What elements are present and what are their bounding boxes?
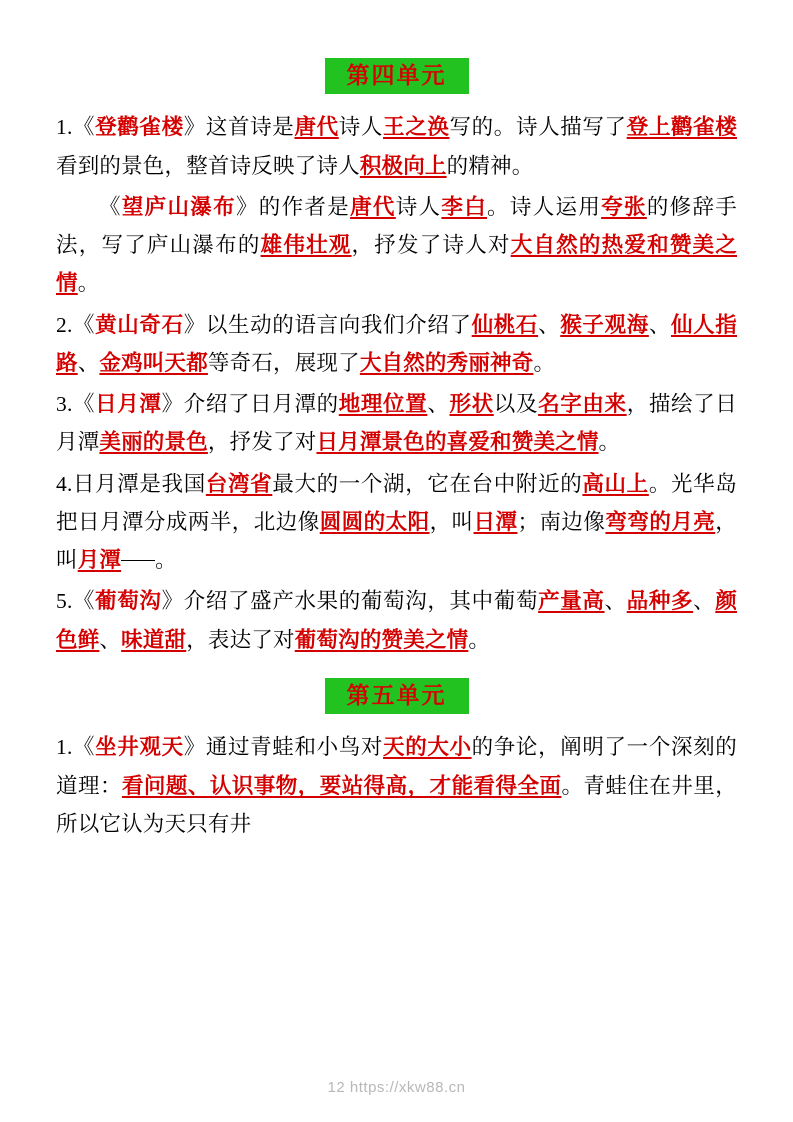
answer-text: 圆圆的太阳	[319, 509, 430, 534]
answer-text: 地理位置	[338, 392, 428, 417]
body-text: 看到的景色，整首诗反映了诗人	[56, 153, 360, 178]
answer-text: 形状	[449, 392, 494, 417]
body-text: 、	[648, 312, 671, 337]
body-text: 、	[427, 392, 450, 417]
body-text: 4.日月潭是我国	[56, 471, 206, 496]
body-text: 。光华岛把日月潭分成两半，北边像	[56, 471, 737, 534]
body-text: 5.《	[56, 589, 96, 614]
body-text: 、	[77, 350, 100, 375]
body-text: ，叫	[56, 509, 737, 573]
highlight-text: 黄山奇石	[95, 312, 184, 337]
body-text: 的争论，阐明了一个深刻的道理：	[56, 735, 737, 798]
answer-text: 天的大小	[383, 735, 472, 760]
body-text: 。	[533, 350, 556, 375]
body-text: 等奇石，展现了	[207, 350, 360, 375]
answer-text: 登上鹳雀楼	[626, 115, 737, 140]
unit-title-4: 第四单元	[325, 58, 469, 94]
answer-text: 大自然的热爱和赞美之情	[56, 233, 737, 296]
answer-text: 日潭	[473, 509, 518, 534]
answer-text: 唐代	[294, 115, 339, 140]
body-text: 》以生动的语言向我们介绍了	[183, 312, 472, 337]
body-text: 写的。诗人描写了	[449, 115, 627, 140]
body-text: 。	[598, 430, 621, 455]
body-text: 》的作者是	[235, 194, 351, 219]
paragraph-5-1	[56, 728, 737, 843]
body-text: 的精神。	[446, 153, 534, 178]
body-text: 3.《	[56, 392, 96, 417]
body-text: 、	[99, 627, 122, 652]
body-text: ，抒发了诗人对	[351, 233, 511, 258]
body-text: 诗人	[395, 194, 442, 219]
body-text: ，表达了对	[186, 627, 295, 652]
answer-text: 产量高	[538, 589, 605, 614]
answer-text: 李白	[441, 194, 488, 219]
answer-text: 日月潭景色的喜爱和赞美之情	[316, 430, 599, 455]
paragraph-4-1	[56, 108, 737, 185]
paragraph-4-5	[56, 465, 737, 580]
highlight-text: 登鹳雀楼	[95, 115, 184, 140]
paragraph-4-2	[56, 188, 737, 303]
body-text: 》介绍了日月潭的	[161, 392, 339, 417]
body-text: ，抒发了对	[207, 430, 317, 455]
body-text: 1.《	[56, 115, 96, 140]
body-text: 1.《	[56, 735, 96, 760]
body-text: 的修辞手法，写了庐山瀑布的	[56, 194, 737, 258]
answer-text: 弯弯的月亮	[605, 509, 716, 534]
answer-text: 高山上	[582, 471, 649, 496]
highlight-text: 坐井观天	[95, 735, 184, 760]
body-text: ，叫	[429, 509, 474, 534]
answer-text: 猴子观海	[560, 312, 649, 337]
body-text: 诗人	[338, 115, 384, 140]
paragraph-4-6	[56, 582, 737, 659]
unit-title-5-wrap	[56, 678, 737, 714]
paragraph-4-3	[56, 306, 737, 383]
body-text: 》介绍了盛产水果的葡萄沟，其中葡萄	[161, 589, 539, 614]
answer-text: 月潭	[77, 548, 122, 573]
answer-text: 仙桃石	[471, 312, 539, 337]
answer-text: 仙人指路	[56, 312, 737, 375]
body-text: 以及	[493, 392, 539, 417]
answer-text: 王之涣	[383, 115, 450, 140]
unit-title-4-wrap	[56, 58, 737, 94]
body-text: ，描绘了日月潭	[56, 392, 737, 455]
body-text: 。	[155, 548, 177, 573]
body-text: 2.《	[56, 312, 96, 337]
answer-text: 雄伟壮观	[260, 233, 352, 258]
body-text: 。	[77, 271, 100, 296]
body-text: 、	[538, 312, 561, 337]
answer-text: 颜色鲜	[56, 589, 738, 652]
body-text: 、	[604, 589, 627, 614]
body-text: 》这首诗是	[183, 115, 295, 140]
body-text: 》通过青蛙和小鸟对	[183, 735, 384, 760]
body-text: 。诗人运用	[487, 194, 602, 219]
page-footer: 12 https://xkw88.cn	[327, 1079, 466, 1096]
answer-text: 大自然的秀丽神奇	[359, 350, 534, 375]
answer-text: 金鸡叫天都	[99, 350, 208, 375]
section-spacer	[56, 662, 737, 678]
paragraph-4-4	[56, 385, 737, 462]
answer-text: 看问题、认识事物，要站得高，才能看得全面	[121, 773, 562, 798]
answer-text: 台湾省	[205, 471, 273, 496]
answer-text: 积极向上	[359, 153, 447, 178]
answer-text: 品种多	[626, 589, 694, 614]
answer-text: 味道甜	[121, 627, 187, 652]
unit-title-5: 第五单元	[325, 678, 469, 714]
body-text: 、	[693, 589, 716, 614]
highlight-text: 望庐山瀑布	[121, 194, 236, 219]
answer-text: 葡萄沟的赞美之情	[294, 627, 469, 652]
body-text: 最大的一个湖，它在台中附近的	[272, 471, 583, 496]
fill-in-blank	[121, 560, 155, 561]
body-text: 。	[468, 627, 491, 652]
answer-text: 美丽的景色	[99, 430, 208, 455]
body-text: ；南边像	[517, 509, 606, 534]
body-text: 《	[99, 194, 122, 219]
answer-text: 名字由来	[538, 392, 627, 417]
body-text: 。青蛙住在井里，所以它认为天只有井	[56, 773, 737, 836]
answer-text: 夸张	[601, 194, 647, 219]
highlight-text: 葡萄沟	[95, 589, 162, 614]
answer-text: 唐代	[350, 194, 396, 219]
highlight-text: 日月潭	[95, 392, 162, 417]
